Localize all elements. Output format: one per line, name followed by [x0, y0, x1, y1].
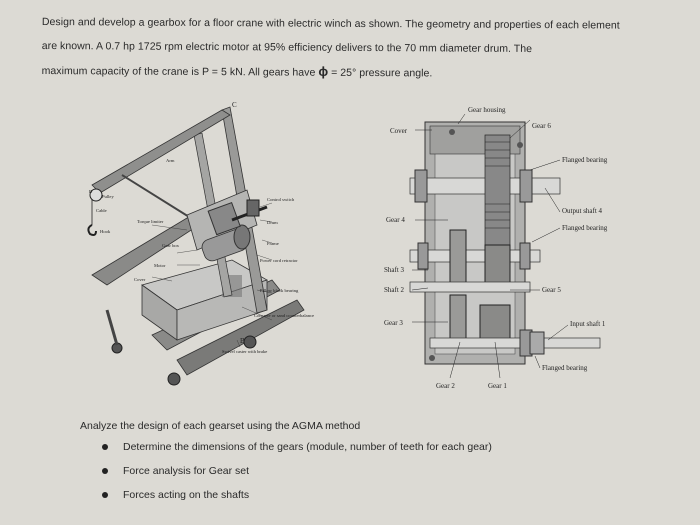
- label-flanged-bearing-mid: Flanged bearing: [562, 224, 608, 232]
- label-drum: Drum: [267, 220, 278, 225]
- label-gear-housing: Gear housing: [468, 106, 506, 114]
- gearbox-section-diagram: [370, 100, 625, 400]
- label-swivel-caster: Swivel caster with brake: [222, 349, 268, 354]
- label-gear-2: Gear 2: [436, 382, 455, 390]
- problem-line-3-prefix: maximum capacity of the crane is P = 5 kN. All gears have: [41, 64, 319, 79]
- label-gear-6: Gear 6: [532, 122, 551, 130]
- label-b: B: [240, 337, 245, 345]
- label-d: D: [89, 189, 93, 194]
- label-c: C: [232, 101, 237, 109]
- floor-crane-illustration: [82, 95, 332, 395]
- label-cable: Cable: [96, 208, 107, 213]
- problem-line-1: Design and develop a gearbox for a floor crane with electric winch as shown. The geometry and properties of each element: [41, 15, 620, 32]
- phi-symbol: ɸ: [318, 63, 329, 79]
- task-section: [80, 420, 640, 512]
- label-concrete-counterbalance: Concrete or sand counterbalance: [254, 313, 315, 318]
- label-motor: Motor: [154, 263, 166, 268]
- label-gear-3: Gear 3: [384, 319, 403, 327]
- label-shaft-2: Shaft 2: [384, 286, 405, 294]
- task-item-text: Forces acting on the shafts: [123, 489, 250, 501]
- bullet-icon: [102, 444, 108, 450]
- list-item: [80, 488, 640, 512]
- bullet-icon: [102, 492, 108, 498]
- problem-line-3: [42, 58, 682, 87]
- label-hook: Hook: [100, 229, 111, 234]
- task-list: [80, 440, 640, 512]
- task-lead: Analyze the design of each gearset using the AGMA method: [80, 420, 361, 432]
- problem-line-2: are known. A 0.7 hp 1725 rpm electric motor at 95% efficiency delivers to the 70 mm diameter drum. The: [41, 39, 533, 55]
- problem-statement: [42, 10, 682, 87]
- label-gear-box: Gear box: [162, 243, 179, 248]
- label-torque-limiter: Torque limiter: [137, 219, 164, 224]
- task-item-text: Force analysis for Gear set: [123, 465, 250, 477]
- label-shaft-3: Shaft 3: [384, 266, 405, 274]
- label-control-switch: Control switch: [267, 197, 295, 202]
- label-gear-5: Gear 5: [542, 286, 561, 294]
- label-output-shaft-4: Output shaft 4: [562, 207, 603, 215]
- bullet-icon: [102, 468, 108, 474]
- label-arm: Arm: [166, 158, 175, 163]
- label-cover: Cover: [134, 277, 146, 282]
- list-item: [80, 440, 640, 464]
- label-cover: Cover: [390, 127, 408, 135]
- label-flanged-bearing-top: Flanged bearing: [562, 156, 608, 164]
- problem-line-3-suffix: = 25° pressure angle.: [328, 66, 433, 80]
- label-input-shaft-1: Input shaft 1: [570, 320, 606, 328]
- label-frame: Frame: [267, 241, 279, 246]
- label-pulley: Pulley: [102, 194, 114, 199]
- label-pillow-block-bearing: Pillow block bearing: [260, 288, 299, 293]
- label-flanged-bearing-bottom: Flanged bearing: [542, 364, 588, 372]
- task-item-text: Determine the dimensions of the gears (module, number of teeth for each gear): [123, 441, 492, 453]
- label-gear-1: Gear 1: [488, 382, 507, 390]
- label-power-cord-retractor: Power cord retractor: [260, 258, 298, 263]
- label-gear-4: Gear 4: [386, 216, 405, 224]
- list-item: [80, 464, 640, 488]
